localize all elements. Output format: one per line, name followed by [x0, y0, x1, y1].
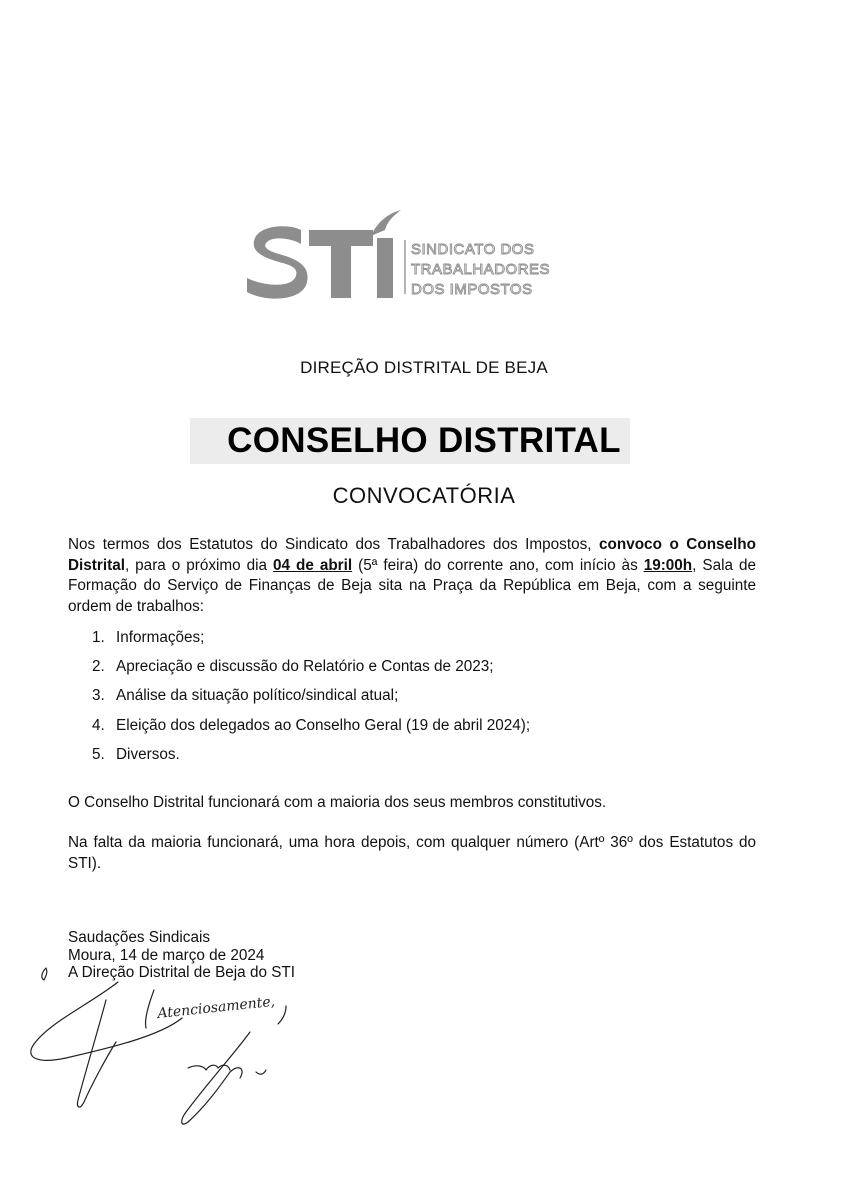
agenda-list	[92, 628, 732, 774]
signature-stroke-tail	[256, 1070, 266, 1074]
agenda-number: 3.	[92, 687, 105, 705]
signature-text: Atenciosamente,	[156, 993, 276, 1022]
signature-stroke-comma	[278, 1006, 286, 1024]
list-item	[92, 686, 732, 715]
fallback-paragraph: Na falta da maioria funcionará, uma hora depois, com qualquer número (Artº 36º dos Estatutos do STI).	[68, 834, 756, 872]
logo-line3: DOS IMPOSTOS	[411, 281, 533, 298]
list-item	[92, 628, 732, 657]
sti-logo	[243, 208, 573, 308]
meeting-date: 04 de abril	[273, 556, 353, 574]
subheading: DIREÇÃO DISTRITAL DE BEJA	[300, 358, 548, 377]
agenda-number: 5.	[92, 745, 105, 763]
agenda-text: Análise da situação político/sindical atual;	[116, 687, 399, 705]
agenda-text: Informações;	[116, 629, 205, 646]
signature-stroke-lower	[182, 1032, 250, 1124]
intro-text-4: , Sala de Formação do Serviço de Finanças de Beja sita na Praça da República em Beja, com a seguinte ordem de trabalhos:	[68, 556, 756, 615]
list-item	[92, 657, 732, 686]
handwritten-signature	[20, 960, 320, 1140]
agenda-number: 1.	[92, 629, 105, 646]
logo-line2: TRABALHADORES	[411, 261, 551, 278]
agenda-text: Eleição dos delegados ao Conselho Geral (19 de abril 2024);	[116, 716, 531, 734]
logo-t-stem	[331, 230, 351, 298]
list-item	[92, 716, 732, 745]
intro-paragraph	[68, 535, 756, 617]
agenda-text: Apreciação e discussão do Relatório e Contas de 2023;	[116, 658, 494, 676]
intro-text-1: Nos termos dos Estatutos do Sindicato dos Trabalhadores dos Impostos,	[68, 536, 600, 553]
document-type: CONVOCATÓRIA	[332, 483, 516, 508]
logo-i-swoosh	[371, 210, 401, 236]
signature-stroke-upper	[145, 990, 154, 1028]
intro-text-2: , para o próximo dia	[124, 556, 274, 574]
agenda-number: 2.	[92, 658, 105, 676]
signature-initial-mark	[42, 968, 47, 980]
intro-bold-convene: convoco o Conselho Distrital	[68, 536, 756, 574]
meeting-time: 19:00h	[643, 556, 693, 574]
agenda-text: Diversos.	[116, 745, 180, 763]
logo-s-mark	[247, 226, 308, 298]
agenda-number: 4.	[92, 716, 105, 734]
quorum-paragraph: O Conselho Distrital funcionará com a maioria dos seus membros constitutivos.	[68, 794, 607, 811]
closing-place-date: Moura, 14 de março de 2024	[68, 946, 265, 964]
closing-signatory: A Direção Distrital de Beja do STI	[68, 964, 296, 981]
logo-line1: SINDICATO DOS	[411, 241, 535, 258]
list-item	[92, 745, 732, 774]
logo-i-stem	[377, 238, 393, 298]
page-title: CONSELHO DISTRITAL	[227, 421, 621, 460]
closing-greeting: Saudações Sindicais	[68, 929, 211, 946]
intro-text-3: (5ª feira) do corrente ano, com início às	[352, 556, 644, 574]
